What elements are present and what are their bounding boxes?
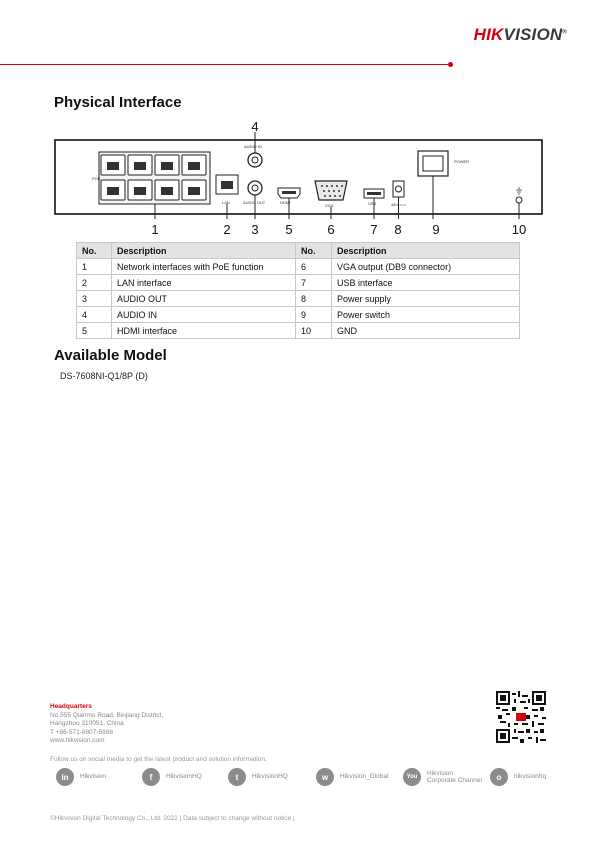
vga-label: VGA — [325, 203, 334, 208]
header-no: No. — [77, 243, 112, 259]
table-cell: USB interface — [332, 275, 520, 291]
social-twitter[interactable] — [228, 767, 288, 787]
callout-8: 8 — [394, 222, 402, 237]
table-cell: HDMI interface — [112, 323, 296, 339]
headquarters-title: Headquarters — [50, 703, 92, 710]
social-intro: Follow us on social media to get the latest product and solution information. — [50, 756, 267, 763]
qr-code — [496, 691, 546, 743]
social-linkedin[interactable] — [56, 767, 106, 787]
vga-port — [315, 181, 347, 200]
instagram-icon: o — [490, 768, 508, 786]
poe-ports — [99, 152, 210, 204]
social-label: HikvisionHQ — [252, 773, 288, 781]
table-cell: 10 — [296, 323, 332, 339]
qr-center-logo — [516, 713, 526, 721]
social-label-line-2: Corporate Channel — [427, 777, 482, 784]
table-row — [77, 307, 520, 323]
social-label: HikvisionHQ — [166, 773, 202, 781]
table-cell: LAN interface — [112, 275, 296, 291]
table-row — [77, 259, 520, 275]
lan-label: LAN — [222, 200, 230, 205]
callout-6: 6 — [327, 222, 335, 237]
logo-registered-mark: ® — [562, 29, 567, 36]
header-description: Description — [112, 243, 296, 259]
social-label — [427, 770, 482, 785]
rear-panel-diagram — [54, 118, 544, 240]
wechat-icon: w — [316, 768, 334, 786]
social-label: Hikvision_Global — [340, 773, 389, 781]
callout-10: 10 — [511, 222, 527, 237]
social-label: hikvisionhq — [514, 773, 547, 781]
social-youtube[interactable] — [403, 767, 482, 787]
usb-label: USB — [368, 201, 377, 206]
table-cell: 6 — [296, 259, 332, 275]
callout-1: 1 — [151, 222, 159, 237]
table-cell: GND — [332, 323, 520, 339]
social-wechat[interactable] — [316, 767, 388, 787]
available-model-heading: Available Model — [54, 347, 167, 364]
table-cell: Network interfaces with PoE function — [112, 259, 296, 275]
table-cell: 3 — [77, 291, 112, 307]
callout-2: 2 — [223, 222, 231, 237]
logo-vision-text: VISION — [503, 25, 563, 44]
address-line-1: No.555 Qianmo Road, Binjiang District, — [50, 711, 164, 719]
table-cell: 5 — [77, 323, 112, 339]
table-header-row — [77, 243, 520, 259]
logo-hik-text: HIK — [473, 25, 504, 44]
twitter-icon: t — [228, 768, 246, 786]
header-no: No. — [296, 243, 332, 259]
table-cell: AUDIO OUT — [112, 291, 296, 307]
phone-number: T +86-571-8807-5998 — [50, 728, 113, 736]
table-cell: AUDIO IN — [112, 307, 296, 323]
table-cell: Power supply — [332, 291, 520, 307]
power-label: POWER — [454, 159, 470, 164]
table-cell: 7 — [296, 275, 332, 291]
linkedin-icon: in — [56, 768, 74, 786]
table-cell: 8 — [296, 291, 332, 307]
model-number: DS-7608NI-Q1/8P (D) — [60, 371, 148, 381]
social-instagram[interactable] — [490, 767, 546, 787]
callout-5: 5 — [285, 222, 293, 237]
callout-4: 4 — [251, 119, 259, 134]
header-rule — [0, 64, 448, 65]
table-cell: 4 — [77, 307, 112, 323]
table-row — [77, 275, 520, 291]
footer-copyright: ©Hikvision Digital Technology Co., Ltd. 2022 | Data subject to change without notice | — [50, 815, 295, 822]
audio-out-label: AUDIO OUT — [243, 200, 266, 205]
poe-label: POE — [92, 176, 101, 181]
address-line-2: Hangzhou 310051, China — [50, 720, 124, 727]
table-cell: 1 — [77, 259, 112, 275]
audio-in-label: AUDIO IN — [244, 144, 262, 149]
table-cell: 2 — [77, 275, 112, 291]
table-cell: Power switch — [332, 307, 520, 323]
table-cell: 9 — [296, 307, 332, 323]
callout-3: 3 — [251, 222, 259, 237]
headquarters-block — [50, 703, 163, 746]
table-cell: VGA output (DB9 connector) — [332, 259, 520, 275]
interface-table — [76, 242, 520, 339]
callout-7: 7 — [370, 222, 378, 237]
header-description: Description — [332, 243, 520, 259]
social-label-line-1: Hikvision — [427, 769, 454, 777]
social-label: Hikvision — [80, 773, 107, 781]
power-input-label: 48V === — [391, 202, 407, 207]
youtube-icon: You — [403, 768, 421, 786]
website-link[interactable]: www.hikvision.com — [50, 737, 105, 744]
header-rule-dot — [448, 62, 453, 67]
callout-9: 9 — [432, 222, 440, 237]
table-row — [77, 291, 520, 307]
hikvision-logo — [474, 25, 567, 45]
table-row — [77, 323, 520, 339]
social-facebook[interactable] — [142, 767, 202, 787]
facebook-icon: f — [142, 768, 160, 786]
gnd-terminal — [516, 197, 522, 203]
hdmi-label: HDMI — [280, 200, 291, 205]
physical-interface-heading: Physical Interface — [54, 94, 182, 111]
